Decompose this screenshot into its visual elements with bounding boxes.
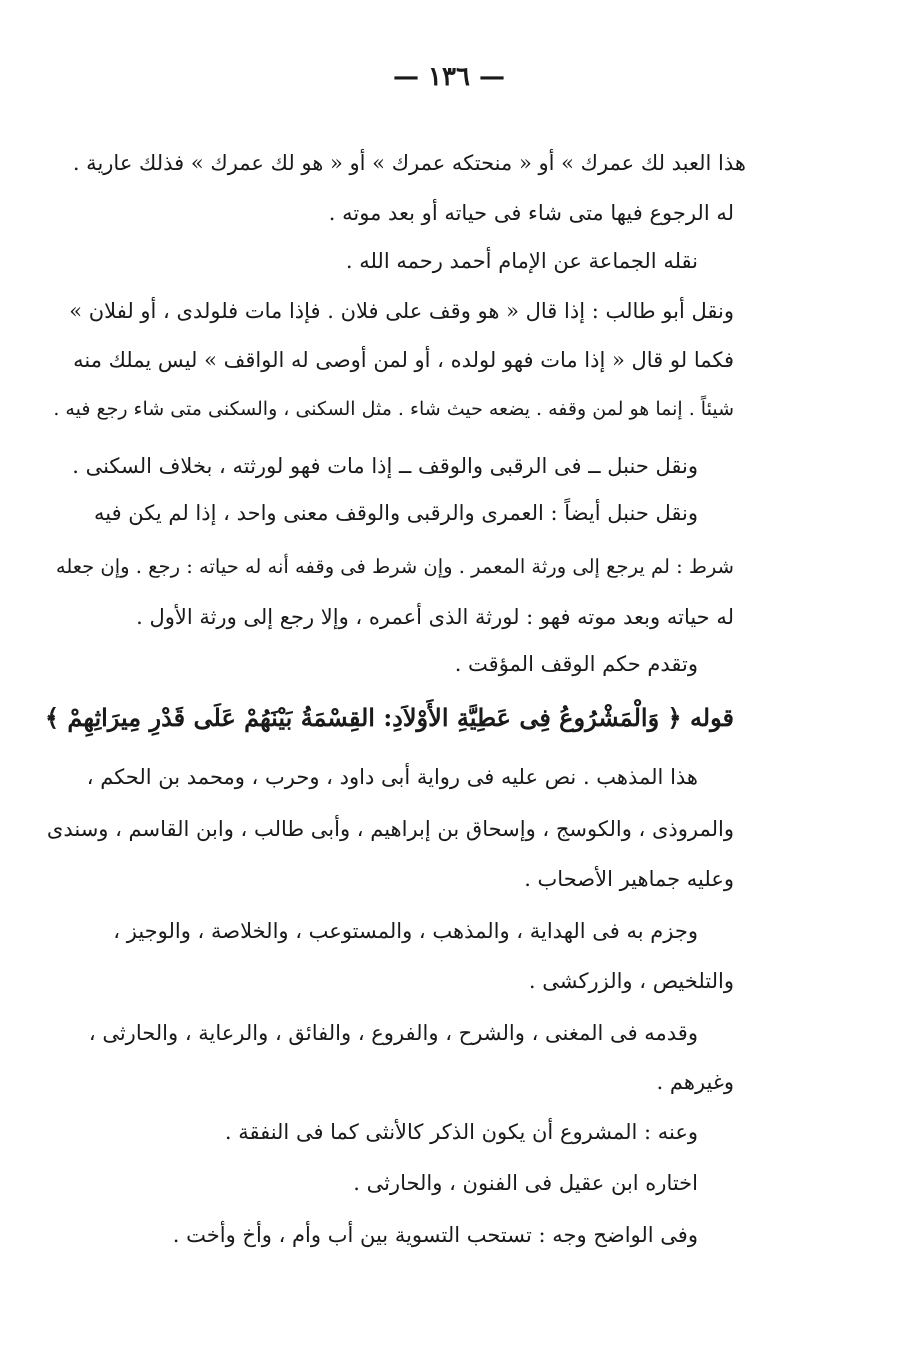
text-line-16: وجزم به فى الهداية ، والمذهب ، والمستوعب ، والخلاصة ، والوجيز ،: [113, 919, 698, 943]
text-line-3: نقله الجماعة عن الإمام أحمد رحمه الله .: [345, 249, 698, 273]
text-line-13: هذا المذهب . نص عليه فى رواية أبى داود ، وحرب ، ومحمد بن الحكم ،: [86, 765, 698, 789]
text-line-4: ونقل أبو طالب : إذا قال « هو وقف على فلان . فإذا مات فلولدى ، أو لفلان »: [69, 299, 734, 323]
text-line-19: وغيرهم .: [656, 1070, 734, 1094]
text-line-17: والتلخيص ، والزركشى .: [528, 969, 734, 993]
text-line-14: والمروذى ، والكوسج ، وإسحاق بن إبراهيم ، وأبى طالب ، وابن القاسم ، وسندى: [46, 817, 734, 841]
text-line-7: ونقل حنبل ــ فى الرقبى والوقف ــ إذا مات فهو لورثته ، بخلاف السكنى .: [72, 454, 698, 478]
text-line-8: ونقل حنبل أيضاً : العمرى والرقبى والوقف معنى واحد ، إذا لم يكن فيه: [93, 501, 698, 525]
text-line-20: وعنه : المشروع أن يكون الذكر كالأنثى كما فى النفقة .: [224, 1120, 698, 1144]
text-line-15: وعليه جماهير الأصحاب .: [524, 867, 734, 891]
text-line-6: شيئاً . إنما هو لمن وقفه . يضعه حيث شاء . مثل السكنى ، والسكنى متى شاء رجع فيه .: [53, 398, 734, 420]
page-number: — ١٣٦ —: [392, 62, 506, 92]
text-line-1: هذا العبد لك عمرك » أو « منحتكه عمرك » أو « هو لك عمرك » فذلك عارية .: [72, 151, 746, 175]
text-line-11: وتقدم حكم الوقف المؤقت .: [454, 652, 698, 676]
text-line-9: شرط : لم يرجع إلى ورثة المعمر . وإن شرط فى وقفه أنه له حياته : رجع . وإن جعله: [55, 555, 734, 578]
text-line-10: له حياته وبعد موته فهو : لورثة الذى أعمره ، وإلا رجع إلى ورثة الأول .: [136, 605, 734, 629]
text-line-2: له الرجوع فيها متى شاء فى حياته أو بعد موته .: [328, 201, 734, 225]
text-line-18: وقدمه فى المغنى ، والشرح ، والفروع ، والفائق ، والرعاية ، والحارثى ،: [88, 1021, 698, 1045]
section-heading: قوله ﴿ وَالْمَشْرُوعُ فِى عَطِيَّةِ الأَوْلاَدِ: القِسْمَةُ بَيْنَهُمْ عَلَى قَدْرِ مِيرَاثِهِمْ ﴾: [45, 703, 734, 732]
text-line-5: فكما لو قال « إذا مات فهو لولده ، أو لمن أوصى له الواقف » ليس يملك منه: [73, 348, 734, 372]
text-line-21: اختاره ابن عقيل فى الفنون ، والحارثى .: [353, 1171, 698, 1195]
text-line-22: وفى الواضح وجه : تستحب التسوية بين أب وأم ، وأخ وأخت .: [172, 1223, 698, 1247]
